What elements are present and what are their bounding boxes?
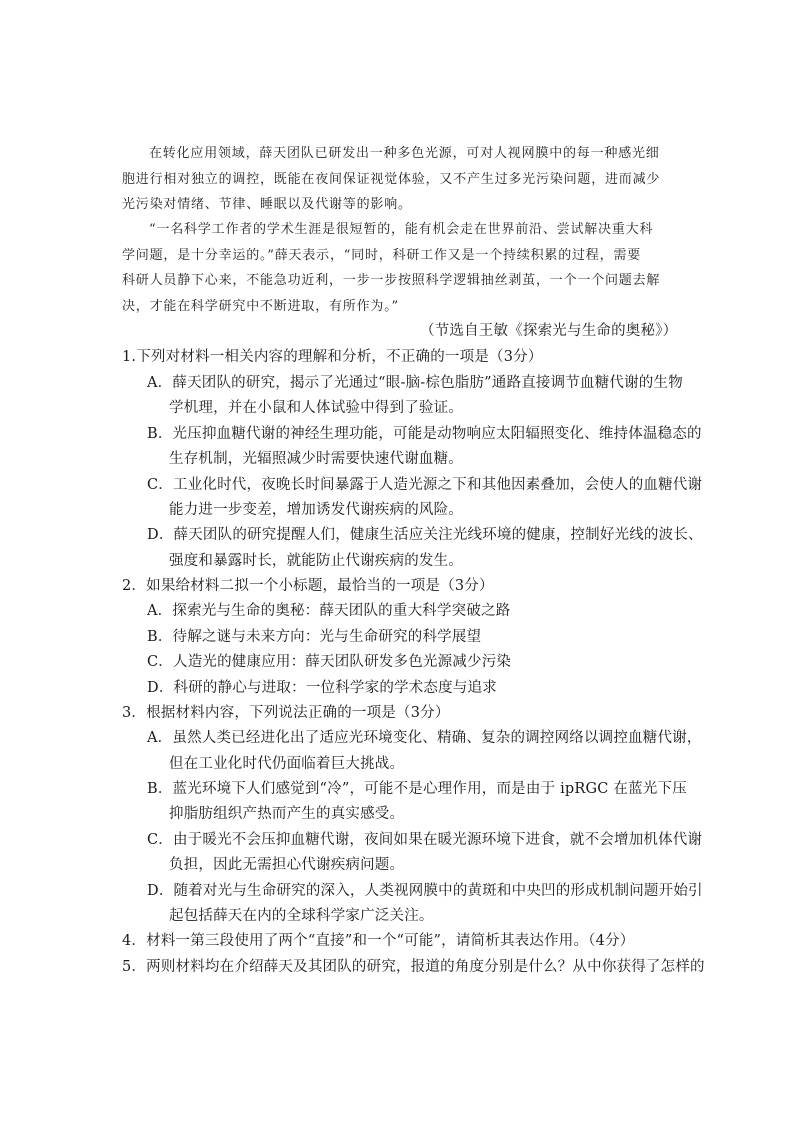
option-line: A．虽然人类已经进化出了适应光环境变化、精确、复杂的调控网络以调控血糖代谢， bbox=[147, 730, 702, 746]
passage-source: （节选自王敏《探索光与生命的奥秘》） bbox=[420, 323, 678, 339]
question-stem: 5．两则材料均在介绍薛天及其团队的研究，报道的角度分别是什么？从中你获得了怎样的 bbox=[122, 959, 705, 975]
passage-line: 在转化应用领域，薛天团队已研发出一种多色光源，可对人视网膜中的每一种感光细 bbox=[149, 146, 660, 161]
option-line: B．蓝光环境下人们感觉到“冷”，可能不是心理作用，而是由于 ipRGC 在蓝光下压 bbox=[147, 781, 687, 797]
passage-line: 学问题，是十分幸运的。”薛天表示，“同时，科研工作又是一个持续积累的过程，需要 bbox=[122, 248, 641, 263]
option-line: D．科研的静心与进取：一位科学家的学术态度与追求 bbox=[147, 680, 497, 696]
option-line: D．随着对光与生命研究的深入，人类视网膜中的黄斑和中央凹的形成机制问题开始引 bbox=[147, 883, 703, 899]
option-line: 强度和暴露时长，就能防止代谢疾病的发生。 bbox=[169, 553, 463, 569]
option-line: 负担，因此无需担心代谢疾病问题。 bbox=[169, 857, 405, 873]
option-line: A．薛天团队的研究，揭示了光通过“眼-脑-棕色脂肪”通路直接调节血糖代谢的生物 bbox=[147, 375, 683, 391]
question-stem: 2．如果给材料二拟一个小标题，最恰当的一项是（3分） bbox=[122, 578, 494, 594]
passage-line: 光污染对情绪、节律、睡眠以及代谢等的影响。 bbox=[122, 197, 412, 212]
option-line: 起包括薛天在内的全球科学家广泛关注。 bbox=[169, 908, 434, 924]
option-line: 抑脂肪组织产热而产生的真实感受。 bbox=[169, 806, 405, 822]
option-line: C．人造光的健康应用：薛天团队研发多色光源减少污染 bbox=[147, 654, 512, 670]
option-line: 能力进一步变差，增加诱发代谢疾病的风险。 bbox=[169, 502, 463, 518]
option-line: C．由于暖光不会压抑血糖代谢，夜间如果在暖光源环境下进食，就不会增加机体代谢 bbox=[147, 832, 703, 848]
option-line: B．光压抑血糖代谢的神经生理功能，可能是动物响应太阳辐照变化、维持体温稳态的 bbox=[147, 426, 702, 442]
passage-line: “一名科学工作者的学术生涯是很短暂的，能有机会走在世界前沿、尝试解决重大科 bbox=[149, 222, 654, 237]
option-line: D．薛天团队的研究提醒人们，健康生活应关注光线环境的健康，控制好光线的波长、 bbox=[147, 527, 703, 543]
passage-line: 胞进行相对独立的调控，既能在夜间保证视觉体验，又不产生过多光污染问题，进而减少 bbox=[122, 172, 661, 187]
option-line: A．探索光与生命的奥秘：薛天团队的重大科学突破之路 bbox=[147, 603, 511, 619]
question-stem: 3．根据材料内容，下列说法正确的一项是（3分） bbox=[122, 705, 450, 721]
passage-line: 科研人员静下心来，不能急功近利，一步一步按照科学逻辑抽丝剥茧，一个一个问题去解 bbox=[122, 273, 661, 288]
question-stem: 4．材料一第三段使用了两个“直接”和一个“可能”，请简析其表达作用。（4分） bbox=[122, 933, 635, 949]
question-stem: 1.下列对材料一相关内容的理解和分析，不正确的一项是（3分） bbox=[122, 349, 543, 365]
option-line: 但在工业化时代仍面临着巨大挑战。 bbox=[169, 756, 405, 772]
option-line: 生存机制，光辐照减少时需要快速代谢血糖。 bbox=[169, 451, 463, 467]
option-line: 学机理，并在小鼠和人体试验中得到了验证。 bbox=[169, 400, 463, 416]
option-line: B．待解之谜与未来方向：光与生命研究的科学展望 bbox=[147, 629, 482, 645]
passage-line: 决，才能在科学研究中不断进取，有所作为。” bbox=[122, 299, 399, 314]
option-line: C．工业化时代，夜晚长时间暴露于人造光源之下和其他因素叠加，会使人的血糖代谢 bbox=[147, 477, 703, 493]
